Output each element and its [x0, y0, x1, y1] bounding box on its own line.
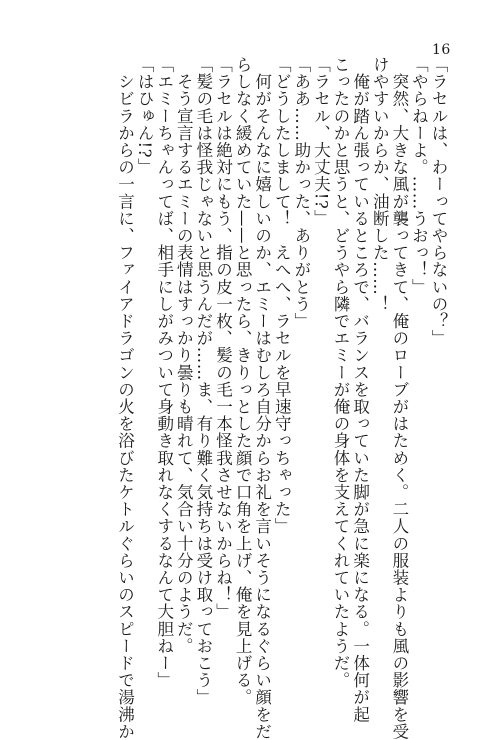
- text-line: 「ラセルは、わーってやらないの？」: [429, 56, 448, 347]
- text-line: 「はひゅん!?」: [135, 56, 155, 176]
- text-line: 突然、大きな風が襲ってきて、俺のローブがはためく。二人の服装よりも風の影響を受: [389, 56, 409, 740]
- text-line: けやすいからか、油断した……！: [370, 56, 390, 313]
- text-line: 「ラセルは絶対にもう、指の皮一枚、髪の毛一本怪我させないからね！」: [213, 56, 233, 621]
- text-line: シビラからの一言に、ファイアドラゴンの火を浴びたケトルぐらいのスピードで湯沸か: [115, 56, 135, 740]
- text-line: 「やらねーよ。……うおっ！」: [409, 56, 429, 296]
- text-line: らしなく緩めていた——と思ったら、きりっとした顔で口角を上げ、俺を見上げる。: [233, 56, 253, 706]
- text-line: 「ああ……助かった、ありがとう」: [291, 56, 311, 330]
- body-text: [115, 56, 448, 740]
- text-line: こったのかと思うと、どうやら隣でエミーが俺の身体を支えてくれていたようだ。: [331, 56, 351, 689]
- text-line: そう宣言するエミーの表情はすっかり曇りも晴れて、気合い十分のようだ。: [174, 56, 194, 655]
- text-line: 「どうしたしまして！ えへへ、ラセルを早速守っちゃった」: [272, 56, 292, 535]
- text-line: 「髪の毛は怪我じゃないと思うんだが……ま、有り難く気持ちは受け取っておこう」: [193, 56, 213, 706]
- page-number: 16: [432, 42, 451, 58]
- text-line: 俺が踏ん張っているところで、バランスを取っていた脚が急に楽になる。一体何が起: [350, 56, 370, 723]
- text-line: 「ラセル、大丈夫!?」: [311, 56, 331, 227]
- text-line: 何がそんなに嬉しいのか、エミーはむしろ自分からお礼を言いそうになるぐらい顔をだ: [252, 56, 272, 740]
- text-line: 「エミーちゃんってば、相手にしがみついて身動き取れなくするなんて大胆ねー」: [154, 56, 174, 689]
